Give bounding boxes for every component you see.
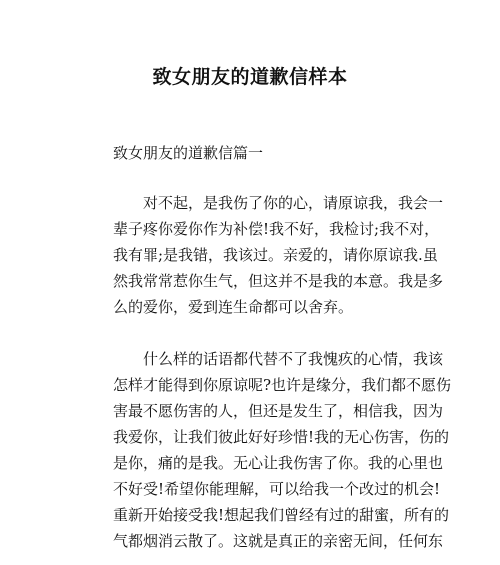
paragraph-2-line-5: 是你，痛的是我。无心让我伤害了你。我的心里也: [113, 454, 444, 472]
paragraph-1-line-2: 辈子疼你爱你作为补偿!我不好，我检讨;我不对，: [113, 220, 440, 238]
paragraph-1-line-5: 么的爱你，爱到连生命都可以舍弃。: [113, 298, 354, 316]
paragraph-1-line-1: 对不起，是我伤了你的心，请原谅我，我会一: [143, 194, 444, 212]
paragraph-2-line-2: 怎样才能得到你原谅呢?也许是缘分，我们都不愿伤: [113, 376, 452, 394]
paragraph-2-line-8: 气都烟消云散了。这就是真正的亲密无间，任何东: [113, 532, 444, 550]
paragraph-2-line-3: 害最不愿伤害的人，但还是发生了，相信我，因为: [113, 402, 444, 420]
paragraph-2-line-6: 不好受!希望你能理解，可以给我一个改过的机会!: [113, 480, 441, 498]
document-title: 致女朋友的道歉信样本: [152, 66, 348, 88]
paragraph-1-line-4: 然我常常惹你生气，但这并不是我的本意。我是多: [113, 272, 444, 290]
paragraph-2-line-1: 什么样的话语都代替不了我愧疚的心情，我该: [143, 350, 444, 368]
paragraph-2-line-4: 我爱你，让我们彼此好好珍惜!我的无心伤害，伤的: [113, 428, 450, 446]
section-heading: 致女朋友的道歉信篇一: [113, 144, 264, 162]
paragraph-2-line-7: 重新开始接受我!想起我们曾经有过的甜蜜，所有的: [113, 506, 450, 524]
paragraph-1-line-3: 我有罪;是我错，我该过。亲爱的，请你原谅我.虽: [113, 246, 438, 264]
